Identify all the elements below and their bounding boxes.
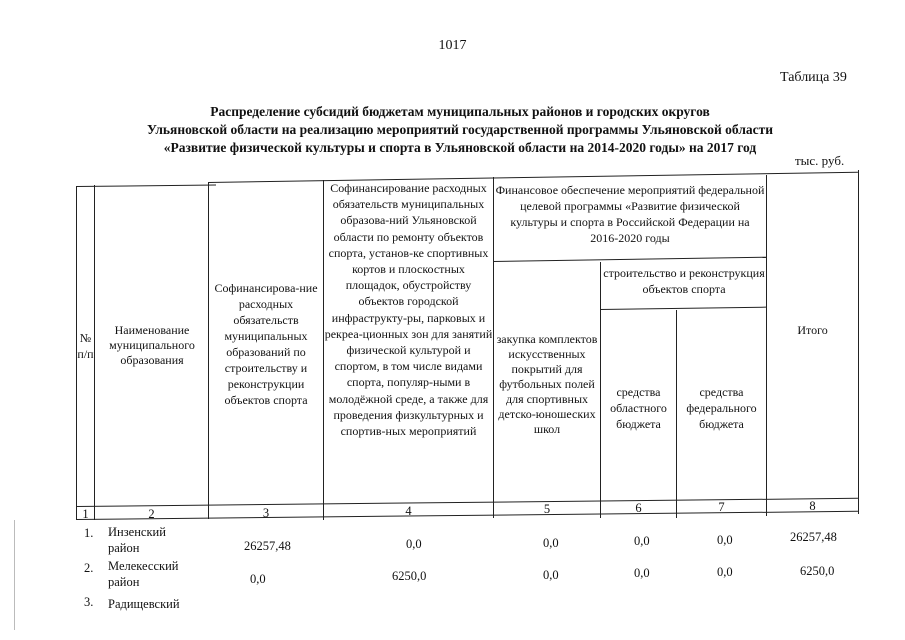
row-value-col7: 0,0 — [717, 533, 733, 547]
table-label: Таблица 39 — [780, 70, 847, 85]
column-number-7: 7 — [718, 499, 725, 514]
row-value-col7: 0,0 — [717, 565, 733, 579]
column-number-3: 3 — [262, 505, 270, 520]
header-number: № п/п — [77, 330, 94, 361]
column-number-1: 1 — [82, 506, 89, 521]
column-number-8: 8 — [809, 498, 816, 513]
scan-edge — [14, 520, 15, 630]
row-value-col6: 0,0 — [634, 566, 650, 580]
row-name: Инзенский район — [108, 525, 166, 555]
row-number: 1. — [84, 526, 94, 540]
column-number-2: 2 — [148, 506, 155, 521]
column-number-4: 4 — [405, 503, 412, 518]
header-total: Итого — [797, 323, 828, 337]
row-value-col5: 0,0 — [543, 536, 559, 550]
row-name: Радищевский — [108, 597, 180, 611]
column-number-6: 6 — [635, 500, 642, 515]
row-value-col3: 26257,48 — [244, 539, 291, 553]
row-value-col4: 0,0 — [406, 537, 422, 551]
header-regional-budget: средства областного бюджета — [610, 384, 667, 431]
row-value-col3: 0,0 — [250, 572, 266, 586]
header-football-coverings: закупка комплектов искусственных покрытий для футбольных полей для спортивных детско-юношеских школ — [496, 331, 598, 436]
row-value-col4: 6250,0 — [392, 569, 427, 583]
row-name: Мелекесский район — [108, 559, 179, 589]
column-number-5: 5 — [543, 501, 551, 516]
row-value-col6: 0,0 — [634, 534, 650, 548]
row-total: 26257,48 — [790, 530, 837, 544]
units-label: тыс. руб. — [795, 153, 845, 168]
header-federal-program: Финансовое обеспечение мероприятий федеральной целевой программы «Развитие физической культуры и спорта в Российской Федерации на 2016-2020 годы — [495, 183, 765, 245]
header-construction-group: строительство и реконструкция объектов спорта — [603, 266, 765, 296]
row-value-col5: 0,0 — [543, 568, 559, 582]
title-line-2: Ульяновской области на реализацию мероприятий государственной программы Ульяновской области — [146, 122, 774, 137]
row-total: 6250,0 — [800, 564, 835, 578]
header-cofinancing-construction: Софинансирова-ние расходных обязательств муниципальных образований по строительству и реконструкции объектов спорта — [214, 281, 318, 407]
page-number: 1017 — [438, 38, 467, 53]
row-number: 3. — [84, 595, 94, 609]
document-title — [100, 103, 820, 157]
header-federal-budget: средства федерального бюджета — [686, 384, 757, 431]
title-line-1: Распределение субсидий бюджетам муниципальных районов и городских округов — [210, 104, 710, 119]
row-number: 2. — [84, 561, 94, 575]
header-municipality: Наименование муниципального образования — [109, 323, 195, 367]
header-cofinancing-repair: Софинансирование расходных обязательств муниципальных образова-ний Ульяновской области по ремонту объектов спорта, установ-ке спортивных кортов и плоскостных площадок, обустройству объектов городской инфраструкту-ры, парковых и рекреа-ционных зон для занятий физической культурой и спортом, в том числе видами спорта, популяр-ными в молодёжной среде, а также для проведения физкультурных и спортив-ных мероприятий — [324, 181, 493, 439]
title-line-3: «Развитие физической культуры и спорта в Ульяновской области на 2014-2020 годы» на 2017 год — [163, 140, 757, 155]
